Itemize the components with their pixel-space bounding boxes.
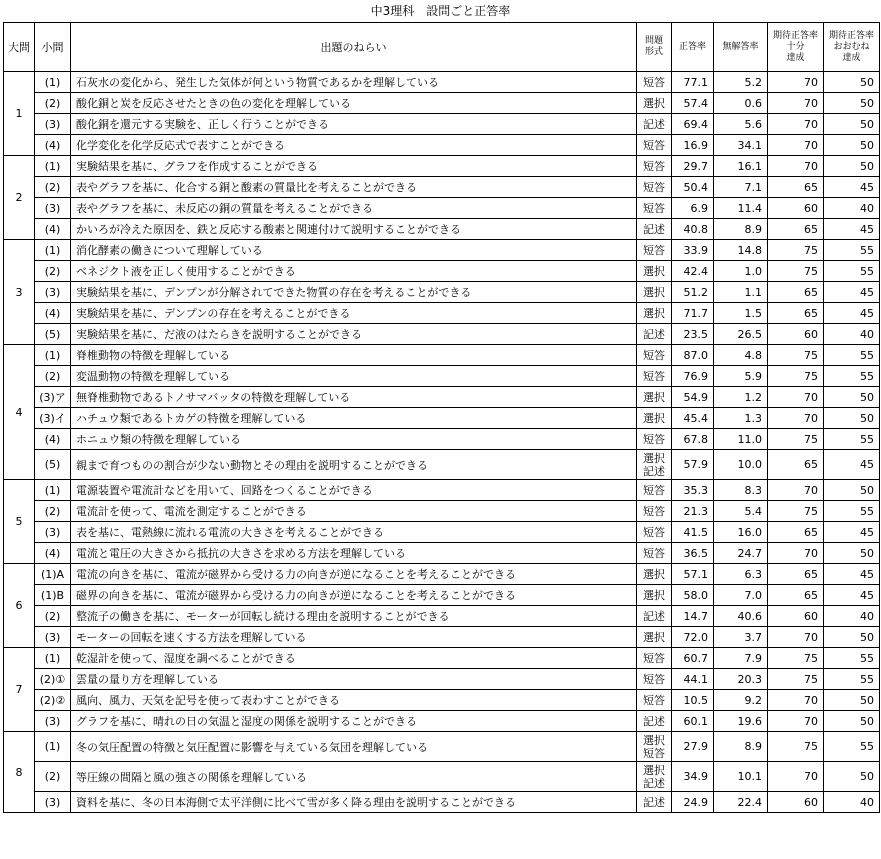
daimon-cell: 2 xyxy=(4,156,35,240)
keishiki-cell: 選択 xyxy=(637,564,672,585)
juubun-cell: 65 xyxy=(768,219,824,240)
table-row xyxy=(4,627,880,648)
muto-cell: 1.2 xyxy=(714,387,768,408)
ookumune-cell: 50 xyxy=(824,762,880,792)
shomon-cell: (1) xyxy=(35,72,71,93)
keishiki-cell: 選択 xyxy=(637,303,672,324)
juubun-cell: 60 xyxy=(768,792,824,813)
keishiki-cell: 記述 xyxy=(637,219,672,240)
juubun-cell: 70 xyxy=(768,93,824,114)
ookumune-cell: 55 xyxy=(824,732,880,762)
keishiki-cell: 選択 記述 xyxy=(637,450,672,480)
ookumune-cell: 55 xyxy=(824,366,880,387)
header-keishiki-text: 問題 形式 xyxy=(644,36,663,57)
seito-cell: 34.9 xyxy=(672,762,714,792)
daimon-cell: 1 xyxy=(4,72,35,156)
seito-cell: 67.8 xyxy=(672,429,714,450)
table-row xyxy=(4,501,880,522)
juubun-cell: 70 xyxy=(768,543,824,564)
shomon-cell: (4) xyxy=(35,219,71,240)
juubun-cell: 70 xyxy=(768,690,824,711)
table-row xyxy=(4,135,880,156)
page-title: 中3理科 設問ごと正答率 xyxy=(370,4,511,18)
ookumune-cell: 40 xyxy=(824,324,880,345)
muto-cell: 19.6 xyxy=(714,711,768,732)
shomon-cell: (5) xyxy=(35,324,71,345)
muto-cell: 8.3 xyxy=(714,480,768,501)
muto-cell: 22.4 xyxy=(714,792,768,813)
keishiki-cell: 記述 xyxy=(637,792,672,813)
seito-cell: 51.2 xyxy=(672,282,714,303)
juubun-cell: 65 xyxy=(768,282,824,303)
shomon-cell: (1) xyxy=(35,480,71,501)
nerai-cell: 乾湿計を使って、湿度を調べることができる xyxy=(71,648,637,669)
table-row xyxy=(4,72,880,93)
muto-cell: 1.5 xyxy=(714,303,768,324)
header-ookumune xyxy=(824,23,880,72)
keishiki-cell: 短答 xyxy=(637,522,672,543)
ookumune-cell: 45 xyxy=(824,585,880,606)
header-daimon: 大問 xyxy=(4,23,35,72)
seito-cell: 23.5 xyxy=(672,324,714,345)
keishiki-cell: 選択 xyxy=(637,93,672,114)
shomon-cell: (4) xyxy=(35,135,71,156)
seito-cell: 10.5 xyxy=(672,690,714,711)
header-ookumune-text: 期待正答率 おおむね 達成 xyxy=(828,30,874,63)
juubun-cell: 70 xyxy=(768,711,824,732)
keishiki-cell: 選択 xyxy=(637,627,672,648)
muto-cell: 7.0 xyxy=(714,585,768,606)
daimon-cell: 5 xyxy=(4,480,35,564)
juubun-cell: 70 xyxy=(768,114,824,135)
ookumune-cell: 40 xyxy=(824,792,880,813)
shomon-cell: (2)② xyxy=(35,690,71,711)
shomon-cell: (1) xyxy=(35,732,71,762)
header-nerai: 出題のねらい xyxy=(71,23,637,72)
muto-cell: 8.9 xyxy=(714,219,768,240)
keishiki-cell: 短答 xyxy=(637,72,672,93)
keishiki-cell: 短答 xyxy=(637,135,672,156)
juubun-cell: 75 xyxy=(768,501,824,522)
seito-cell: 24.9 xyxy=(672,792,714,813)
table-row xyxy=(4,387,880,408)
nerai-cell: 酸化銅を還元する実験を、正しく行うことができる xyxy=(71,114,637,135)
nerai-cell: 実験結果を基に、デンプンが分解されてできた物質の存在を考えることができる xyxy=(71,282,637,303)
table-body xyxy=(4,72,880,813)
ookumune-cell: 50 xyxy=(824,480,880,501)
nerai-cell: 化学変化を化学反応式で表すことができる xyxy=(71,135,637,156)
ookumune-cell: 50 xyxy=(824,72,880,93)
nerai-cell: 消化酵素の働きについて理解している xyxy=(71,240,637,261)
daimon-cell: 3 xyxy=(4,240,35,345)
table-row xyxy=(4,282,880,303)
keishiki-cell: 記述 xyxy=(637,114,672,135)
keishiki-cell: 選択 xyxy=(637,282,672,303)
ookumune-cell: 50 xyxy=(824,543,880,564)
shomon-cell: (2) xyxy=(35,606,71,627)
table-row xyxy=(4,690,880,711)
table-row xyxy=(4,261,880,282)
seito-cell: 21.3 xyxy=(672,501,714,522)
ookumune-cell: 45 xyxy=(824,303,880,324)
seito-cell: 35.3 xyxy=(672,480,714,501)
ookumune-cell: 55 xyxy=(824,648,880,669)
nerai-cell: 変温動物の特徴を理解している xyxy=(71,366,637,387)
juubun-cell: 65 xyxy=(768,522,824,543)
seito-cell: 40.8 xyxy=(672,219,714,240)
ookumune-cell: 45 xyxy=(824,522,880,543)
shomon-cell: (3)イ xyxy=(35,408,71,429)
keishiki-cell: 短答 xyxy=(637,501,672,522)
keishiki-cell: 短答 xyxy=(637,240,672,261)
muto-cell: 5.9 xyxy=(714,366,768,387)
header-seito: 正答率 xyxy=(672,23,714,72)
keishiki-cell: 記述 xyxy=(637,324,672,345)
muto-cell: 5.2 xyxy=(714,72,768,93)
seito-cell: 16.9 xyxy=(672,135,714,156)
header-juubun xyxy=(768,23,824,72)
header-shomon: 小問 xyxy=(35,23,71,72)
nerai-cell: 磁界の向きを基に、電流が磁界から受ける力の向きが逆になることを考えることができる xyxy=(71,585,637,606)
nerai-cell: 脊椎動物の特徴を理解している xyxy=(71,345,637,366)
juubun-cell: 70 xyxy=(768,762,824,792)
ookumune-cell: 50 xyxy=(824,408,880,429)
muto-cell: 11.4 xyxy=(714,198,768,219)
muto-cell: 16.0 xyxy=(714,522,768,543)
juubun-cell: 70 xyxy=(768,627,824,648)
nerai-cell: 実験結果を基に、だ液のはたらきを説明することができる xyxy=(71,324,637,345)
muto-cell: 0.6 xyxy=(714,93,768,114)
ookumune-cell: 45 xyxy=(824,219,880,240)
daimon-cell: 4 xyxy=(4,345,35,480)
nerai-cell: 親まで育つものの割合が少ない動物とその理由を説明することができる xyxy=(71,450,637,480)
muto-cell: 7.1 xyxy=(714,177,768,198)
juubun-cell: 75 xyxy=(768,240,824,261)
table-row xyxy=(4,564,880,585)
nerai-cell: 無脊椎動物であるトノサマバッタの特徴を理解している xyxy=(71,387,637,408)
juubun-cell: 70 xyxy=(768,72,824,93)
juubun-cell: 75 xyxy=(768,669,824,690)
shomon-cell: (2) xyxy=(35,261,71,282)
nerai-cell: 表を基に、電熱線に流れる電流の大きさを考えることができる xyxy=(71,522,637,543)
muto-cell: 3.7 xyxy=(714,627,768,648)
juubun-cell: 65 xyxy=(768,450,824,480)
juubun-cell: 65 xyxy=(768,177,824,198)
ookumune-cell: 50 xyxy=(824,387,880,408)
table-row xyxy=(4,408,880,429)
ookumune-cell: 50 xyxy=(824,135,880,156)
juubun-cell: 75 xyxy=(768,429,824,450)
seito-cell: 27.9 xyxy=(672,732,714,762)
table-row xyxy=(4,345,880,366)
muto-cell: 24.7 xyxy=(714,543,768,564)
ookumune-cell: 40 xyxy=(824,198,880,219)
keishiki-cell: 記述 xyxy=(637,711,672,732)
muto-cell: 5.4 xyxy=(714,501,768,522)
seito-cell: 45.4 xyxy=(672,408,714,429)
seito-cell: 54.9 xyxy=(672,387,714,408)
daimon-cell: 8 xyxy=(4,732,35,813)
ookumune-cell: 45 xyxy=(824,450,880,480)
nerai-cell: 等圧線の間隔と風の強さの関係を理解している xyxy=(71,762,637,792)
seito-cell: 29.7 xyxy=(672,156,714,177)
daimon-cell: 7 xyxy=(4,648,35,732)
muto-cell: 11.0 xyxy=(714,429,768,450)
ookumune-cell: 55 xyxy=(824,669,880,690)
muto-cell: 5.6 xyxy=(714,114,768,135)
nerai-cell: 雲量の量り方を理解している xyxy=(71,669,637,690)
nerai-cell: 冬の気圧配置の特徴と気圧配置に影響を与えている気団を理解している xyxy=(71,732,637,762)
shomon-cell: (4) xyxy=(35,303,71,324)
table-row xyxy=(4,585,880,606)
table-row xyxy=(4,606,880,627)
keishiki-cell: 選択 短答 xyxy=(637,732,672,762)
table-row xyxy=(4,792,880,813)
ookumune-cell: 55 xyxy=(824,429,880,450)
juubun-cell: 70 xyxy=(768,156,824,177)
ookumune-cell: 50 xyxy=(824,156,880,177)
seito-cell: 60.1 xyxy=(672,711,714,732)
juubun-cell: 65 xyxy=(768,303,824,324)
table-row xyxy=(4,543,880,564)
seito-cell: 69.4 xyxy=(672,114,714,135)
juubun-cell: 75 xyxy=(768,732,824,762)
seito-cell: 57.4 xyxy=(672,93,714,114)
daimon-cell: 6 xyxy=(4,564,35,648)
shomon-cell: (3) xyxy=(35,522,71,543)
table-row xyxy=(4,240,880,261)
keishiki-cell: 短答 xyxy=(637,156,672,177)
keishiki-cell: 短答 xyxy=(637,198,672,219)
shomon-cell: (2) xyxy=(35,177,71,198)
shomon-cell: (3)ア xyxy=(35,387,71,408)
nerai-cell: 電流計を使って、電流を測定することができる xyxy=(71,501,637,522)
shomon-cell: (3) xyxy=(35,282,71,303)
nerai-cell: かいろが冷えた原因を、鉄と反応する酸素と関連付けて説明することができる xyxy=(71,219,637,240)
shomon-cell: (2) xyxy=(35,93,71,114)
table-row xyxy=(4,669,880,690)
juubun-cell: 75 xyxy=(768,648,824,669)
shomon-cell: (1) xyxy=(35,240,71,261)
keishiki-cell: 短答 xyxy=(637,177,672,198)
nerai-cell: 表やグラフを基に、化合する銅と酸素の質量比を考えることができる xyxy=(71,177,637,198)
nerai-cell: 電流の向きを基に、電流が磁界から受ける力の向きが逆になることを考えることができる xyxy=(71,564,637,585)
table-row xyxy=(4,177,880,198)
table-row xyxy=(4,762,880,792)
nerai-cell: 整流子の働きを基に、モーターが回転し続ける理由を説明することができる xyxy=(71,606,637,627)
muto-cell: 10.1 xyxy=(714,762,768,792)
ookumune-cell: 55 xyxy=(824,501,880,522)
table-row xyxy=(4,93,880,114)
seito-cell: 42.4 xyxy=(672,261,714,282)
muto-cell: 34.1 xyxy=(714,135,768,156)
muto-cell: 14.8 xyxy=(714,240,768,261)
keishiki-cell: 短答 xyxy=(637,543,672,564)
shomon-cell: (2)① xyxy=(35,669,71,690)
muto-cell: 16.1 xyxy=(714,156,768,177)
shomon-cell: (1) xyxy=(35,648,71,669)
ookumune-cell: 55 xyxy=(824,240,880,261)
ookumune-cell: 45 xyxy=(824,564,880,585)
keishiki-cell: 短答 xyxy=(637,366,672,387)
shomon-cell: (2) xyxy=(35,762,71,792)
table-row xyxy=(4,303,880,324)
table-row xyxy=(4,324,880,345)
juubun-cell: 75 xyxy=(768,261,824,282)
muto-cell: 40.6 xyxy=(714,606,768,627)
keishiki-cell: 短答 xyxy=(637,669,672,690)
seito-cell: 44.1 xyxy=(672,669,714,690)
nerai-cell: 酸化銅と炭を反応させたときの色の変化を理解している xyxy=(71,93,637,114)
juubun-cell: 75 xyxy=(768,345,824,366)
juubun-cell: 70 xyxy=(768,408,824,429)
keishiki-cell: 短答 xyxy=(637,648,672,669)
shomon-cell: (4) xyxy=(35,429,71,450)
shomon-cell: (2) xyxy=(35,366,71,387)
seito-cell: 36.5 xyxy=(672,543,714,564)
ookumune-cell: 45 xyxy=(824,282,880,303)
header-muto: 無解答率 xyxy=(714,23,768,72)
shomon-cell: (3) xyxy=(35,198,71,219)
nerai-cell: 資料を基に、冬の日本海側で太平洋側に比べて雪が多く降る理由を説明することができる xyxy=(71,792,637,813)
nerai-cell: モーターの回転を速くする方法を理解している xyxy=(71,627,637,648)
table-row xyxy=(4,156,880,177)
table-row xyxy=(4,219,880,240)
juubun-cell: 65 xyxy=(768,585,824,606)
shomon-cell: (1) xyxy=(35,156,71,177)
ookumune-cell: 40 xyxy=(824,606,880,627)
shomon-cell: (3) xyxy=(35,792,71,813)
table-row xyxy=(4,522,880,543)
nerai-cell: ホニュウ類の特徴を理解している xyxy=(71,429,637,450)
muto-cell: 10.0 xyxy=(714,450,768,480)
seito-cell: 14.7 xyxy=(672,606,714,627)
table-row xyxy=(4,114,880,135)
juubun-cell: 65 xyxy=(768,564,824,585)
keishiki-cell: 選択 記述 xyxy=(637,762,672,792)
header-keishiki xyxy=(637,23,672,72)
nerai-cell: ベネジクト液を正しく使用することができる xyxy=(71,261,637,282)
ookumune-cell: 45 xyxy=(824,177,880,198)
table-row xyxy=(4,198,880,219)
nerai-cell: グラフを基に、晴れの日の気温と湿度の関係を説明することができる xyxy=(71,711,637,732)
seito-cell: 72.0 xyxy=(672,627,714,648)
muto-cell: 6.3 xyxy=(714,564,768,585)
seito-cell: 60.7 xyxy=(672,648,714,669)
table-row xyxy=(4,450,880,480)
table-row xyxy=(4,732,880,762)
juubun-cell: 70 xyxy=(768,387,824,408)
seito-cell: 76.9 xyxy=(672,366,714,387)
nerai-cell: 実験結果を基に、グラフを作成することができる xyxy=(71,156,637,177)
juubun-cell: 70 xyxy=(768,480,824,501)
seito-cell: 71.7 xyxy=(672,303,714,324)
juubun-cell: 60 xyxy=(768,606,824,627)
nerai-cell: 実験結果を基に、デンプンの存在を考えることができる xyxy=(71,303,637,324)
keishiki-cell: 短答 xyxy=(637,690,672,711)
table-row xyxy=(4,711,880,732)
muto-cell: 20.3 xyxy=(714,669,768,690)
shomon-cell: (1)A xyxy=(35,564,71,585)
ookumune-cell: 50 xyxy=(824,711,880,732)
nerai-cell: 電流と電圧の大きさから抵抗の大きさを求める方法を理解している xyxy=(71,543,637,564)
keishiki-cell: 短答 xyxy=(637,429,672,450)
ookumune-cell: 50 xyxy=(824,93,880,114)
muto-cell: 1.3 xyxy=(714,408,768,429)
nerai-cell: ハチュウ類であるトカゲの特徴を理解している xyxy=(71,408,637,429)
shomon-cell: (2) xyxy=(35,501,71,522)
ookumune-cell: 55 xyxy=(824,345,880,366)
ookumune-cell: 50 xyxy=(824,627,880,648)
ookumune-cell: 50 xyxy=(824,690,880,711)
shomon-cell: (3) xyxy=(35,627,71,648)
juubun-cell: 60 xyxy=(768,324,824,345)
table-row xyxy=(4,429,880,450)
seito-cell: 41.5 xyxy=(672,522,714,543)
ookumune-cell: 55 xyxy=(824,261,880,282)
muto-cell: 9.2 xyxy=(714,690,768,711)
ookumune-cell: 50 xyxy=(824,114,880,135)
seito-cell: 77.1 xyxy=(672,72,714,93)
shomon-cell: (4) xyxy=(35,543,71,564)
muto-cell: 1.0 xyxy=(714,261,768,282)
table-row xyxy=(4,648,880,669)
seito-cell: 57.9 xyxy=(672,450,714,480)
juubun-cell: 75 xyxy=(768,366,824,387)
shomon-cell: (5) xyxy=(35,450,71,480)
keishiki-cell: 短答 xyxy=(637,345,672,366)
shomon-cell: (3) xyxy=(35,114,71,135)
muto-cell: 26.5 xyxy=(714,324,768,345)
juubun-cell: 70 xyxy=(768,135,824,156)
seito-cell: 50.4 xyxy=(672,177,714,198)
table-row xyxy=(4,480,880,501)
muto-cell: 1.1 xyxy=(714,282,768,303)
keishiki-cell: 選択 xyxy=(637,408,672,429)
shomon-cell: (1) xyxy=(35,345,71,366)
muto-cell: 8.9 xyxy=(714,732,768,762)
keishiki-cell: 選択 xyxy=(637,261,672,282)
shomon-cell: (3) xyxy=(35,711,71,732)
nerai-cell: 電源装置や電流計などを用いて、回路をつくることができる xyxy=(71,480,637,501)
muto-cell: 4.8 xyxy=(714,345,768,366)
shomon-cell: (1)B xyxy=(35,585,71,606)
table-row xyxy=(4,366,880,387)
keishiki-cell: 選択 xyxy=(637,387,672,408)
nerai-cell: 石灰水の変化から、発生した気体が何という物質であるかを理解している xyxy=(71,72,637,93)
juubun-cell: 60 xyxy=(768,198,824,219)
header-juubun-text: 期待正答率 十分 達成 xyxy=(772,30,818,63)
seito-cell: 6.9 xyxy=(672,198,714,219)
seito-cell: 87.0 xyxy=(672,345,714,366)
muto-cell: 7.9 xyxy=(714,648,768,669)
nerai-cell: 表やグラフを基に、未反応の銅の質量を考えることができる xyxy=(71,198,637,219)
nerai-cell: 風向、風力、天気を記号を使って表わすことができる xyxy=(71,690,637,711)
keishiki-cell: 選択 xyxy=(637,585,672,606)
keishiki-cell: 短答 xyxy=(637,480,672,501)
seito-cell: 58.0 xyxy=(672,585,714,606)
results-table xyxy=(3,22,880,813)
header-row xyxy=(4,23,880,72)
keishiki-cell: 記述 xyxy=(637,606,672,627)
seito-cell: 33.9 xyxy=(672,240,714,261)
seito-cell: 57.1 xyxy=(672,564,714,585)
